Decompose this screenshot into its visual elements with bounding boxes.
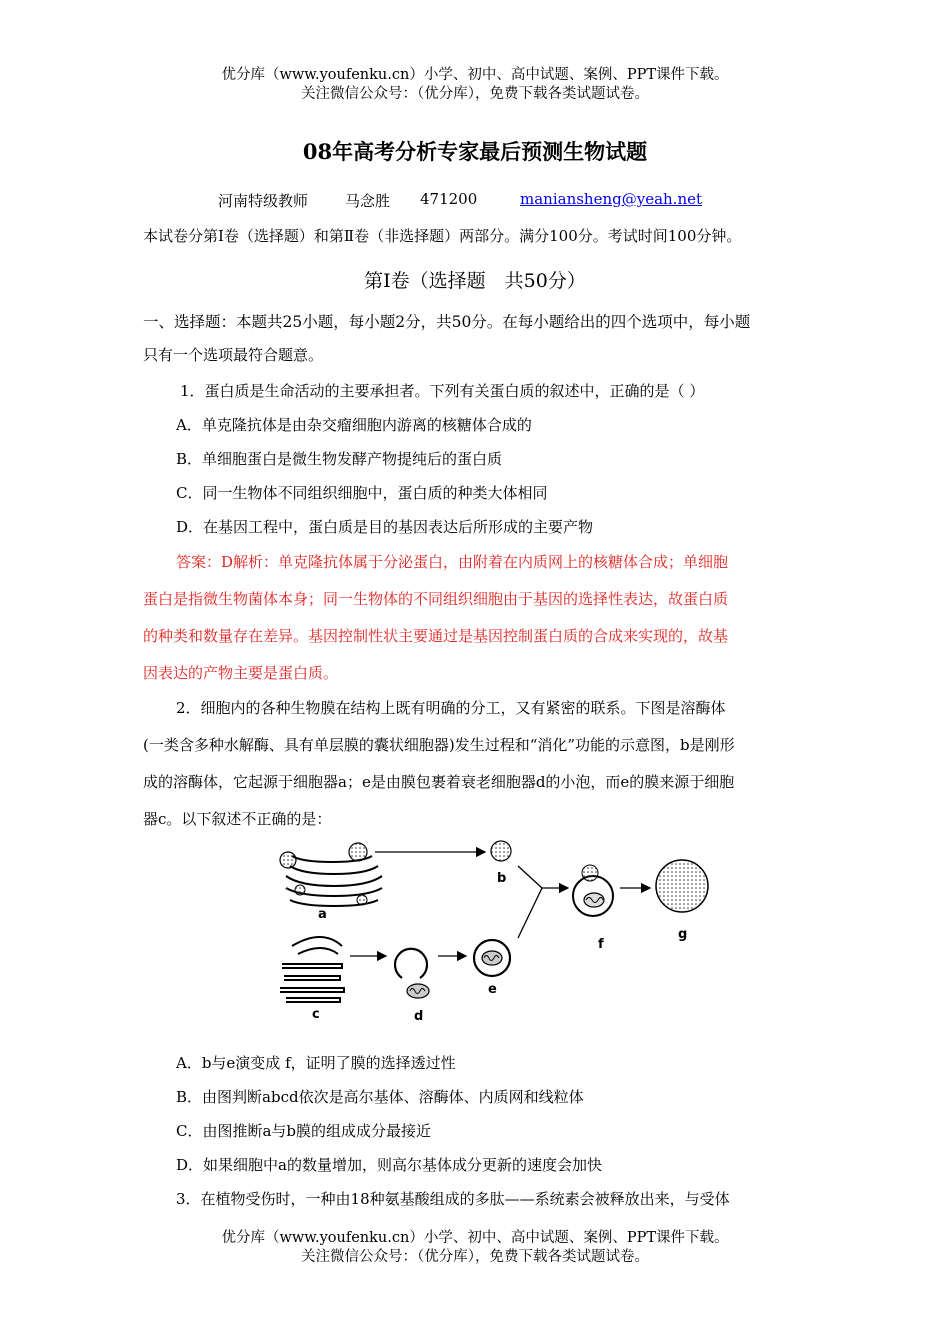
- lysosome-diagram: [270, 838, 730, 1028]
- author-zip: 471200: [420, 190, 478, 208]
- q1-option-c: C．同一生物体不同组织细胞中，蛋白质的种类大体相同: [176, 484, 548, 502]
- section-title: 第Ⅰ卷（选择题 共50分）: [364, 270, 586, 292]
- footer-line-2: 关注微信公众号：（优分库），免费下载各类试题试卷。: [301, 1249, 649, 1265]
- q1-answer-line-1: 答案：D解析：单克隆抗体属于分泌蛋白，由附着在内质网上的核糖体合成；单细胞: [176, 553, 729, 571]
- endoplasmic-reticulum-c: [280, 937, 344, 1002]
- q1-option-b: B．单细胞蛋白是微生物发酵产物提纯后的蛋白质: [176, 450, 503, 468]
- instruction-line-1: 一、选择题：本题共25小题，每小题2分，共50分。在每小题给出的四个选项中，每小题: [143, 313, 751, 331]
- label-a: a: [318, 907, 327, 922]
- instruction-line-2: 只有一个选项最符合题意。: [143, 346, 324, 364]
- q1-answer-line-2: 蛋白是指微生物菌体本身；同一生物体的不同组织细胞由于基因的选择性表达，故蛋白质: [143, 590, 729, 608]
- label-b: b: [497, 871, 507, 886]
- vesicle-f: [573, 865, 613, 916]
- lysosome-b: [491, 841, 511, 861]
- line-b-to-merge: [518, 866, 542, 888]
- line-e-to-merge: [518, 888, 542, 938]
- q1-answer-line-3: 的种类和数量存在差异。基因控制性状主要通过是基因控制蛋白质的合成来实现的，故基: [143, 627, 729, 645]
- label-g: g: [678, 927, 688, 942]
- q2-option-b: B．由图判断abcd依次是高尔基体、溶酶体、内质网和线粒体: [176, 1088, 584, 1106]
- header-line-1: 优分库（www.youfenku.cn）小学、初中、高中试题、案例、PPT课件下载。: [221, 67, 729, 83]
- label-d: d: [414, 1009, 424, 1024]
- q2-option-d: D．如果细胞中a的数量增加，则高尔基体成分更新的速度会加快: [176, 1156, 602, 1174]
- vesicle-e: [474, 940, 510, 976]
- q2-option-c: C．由图推断a与b膜的组成成分最接近: [176, 1122, 432, 1140]
- author-name: 马念胜: [345, 192, 391, 210]
- q1-answer-line-4: 因表达的产物主要是蛋白质。: [143, 664, 339, 682]
- header-line-2: 关注微信公众号：（优分库），免费下载各类试题试卷。: [301, 86, 649, 102]
- residual-body-g: [656, 860, 708, 912]
- q2-option-a: A．b与e演变成 f，证明了膜的选择透过性: [176, 1054, 456, 1072]
- author-title: 河南特级教师: [218, 192, 309, 210]
- golgi-apparatus-a: [280, 843, 382, 906]
- q1-stem: 1．蛋白质是生命活动的主要承担者。下列有关蛋白质的叙述中，正确的是（ ）: [180, 382, 705, 400]
- author-email-link[interactable]: maniansheng@yeah.net: [520, 190, 703, 208]
- q2-stem-line-1: 2．细胞内的各种生物膜在结构上既有明确的分工，又有紧密的联系。下图是溶酶体: [176, 699, 726, 717]
- intro-text: 本试卷分第Ⅰ卷（选择题）和第Ⅱ卷（非选择题）两部分。满分100分。考试时间100分钟。: [143, 227, 742, 245]
- mitochondrion-d: [395, 949, 429, 998]
- q1-option-d: D．在基因工程中，蛋白质是目的基因表达后所形成的主要产物: [176, 518, 594, 536]
- label-c: c: [312, 1007, 320, 1022]
- page-title: 08年高考分析专家最后预测生物试题: [302, 139, 648, 164]
- label-f: f: [598, 937, 604, 952]
- label-e: e: [488, 982, 497, 997]
- q2-stem-line-3: 成的溶酶体，它起源于细胞器a；e是由膜包裹着衰老细胞器d的小泡，而e的膜来源于细胞: [143, 773, 735, 791]
- footer-line-1: 优分库（www.youfenku.cn）小学、初中、高中试题、案例、PPT课件下载。: [221, 1230, 729, 1246]
- q3-stem: 3．在植物受伤时，一种由18种氨基酸组成的多肽——系统素会被释放出来，与受体: [176, 1190, 730, 1208]
- q1-option-a: A．单克隆抗体是由杂交瘤细胞内游离的核糖体合成的: [176, 416, 532, 434]
- q2-stem-line-4: 器c。以下叙述不正确的是：: [143, 810, 332, 828]
- q2-stem-line-2: (一类含多种水解酶、具有单层膜的囊状细胞器)发生过程和“消化”功能的示意图，b是刚形: [143, 736, 735, 754]
